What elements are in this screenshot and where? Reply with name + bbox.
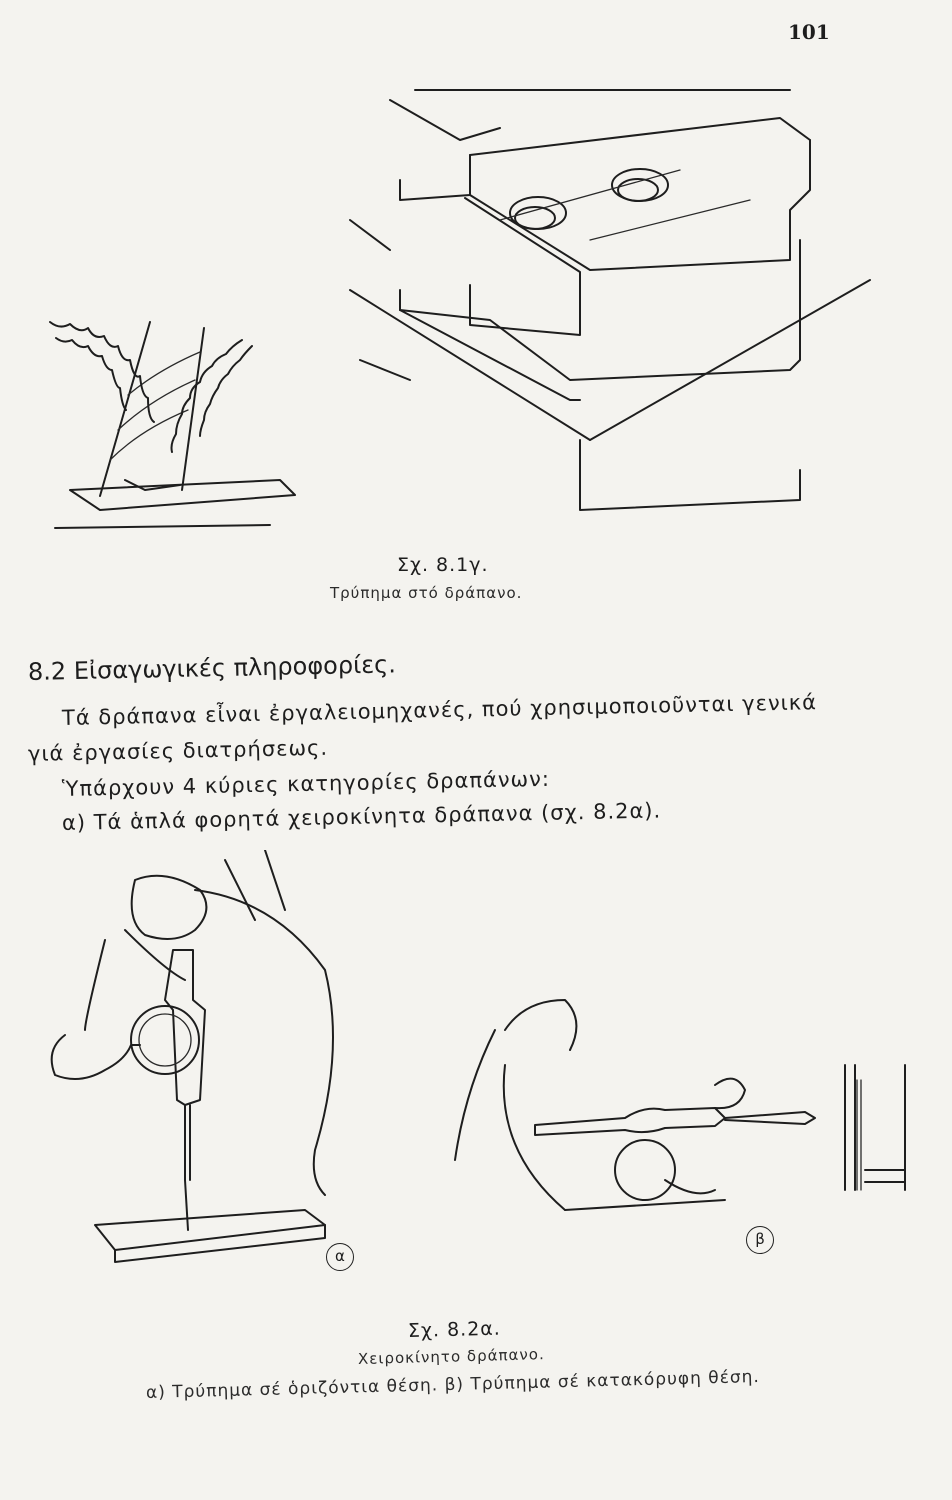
figure-2-caption-text: Χειροκίνητο δράπανο. bbox=[357, 1345, 545, 1368]
paragraph-line: Ὑπάρχουν 4 κύριες κατηγορίες δραπάνων: bbox=[61, 766, 551, 801]
figure-1-caption-text: Τρύπημα στό δράπανο. bbox=[330, 584, 523, 602]
figure-drill-vise-illustration bbox=[30, 60, 910, 530]
hand-drill-vertical-drawing bbox=[455, 1000, 905, 1210]
paragraph-line: α) Τά ἁπλά φορητά χειροκίνητα δράπανα (σχ. 8.2α). bbox=[61, 798, 662, 835]
paragraph-line: Τά δράπανα εἶναι ἐργαλειομηχανές, πού χρησιμοποιοῦνται γενικά bbox=[61, 690, 818, 730]
figure-1-caption-title: Σχ. 8.1γ. bbox=[397, 554, 489, 576]
hand-drill-horizontal-drawing bbox=[52, 850, 333, 1262]
figure-2-caption-detail: α) Τρύπημα σέ ὁριζόντια θέση. β) Τρύπημα σέ κατακόρυφη θέση. bbox=[145, 1366, 761, 1403]
vise-drawing bbox=[350, 90, 870, 510]
marker-a: α bbox=[326, 1243, 354, 1271]
figure-2-caption-title: Σχ. 8.2α. bbox=[407, 1317, 502, 1342]
figure-hand-drill-illustration bbox=[25, 850, 925, 1280]
section-heading: 8.2 Εἰσαγωγικές πληροφορίες. bbox=[27, 650, 397, 686]
paragraph-line: γιά ἐργασίες διατρήσεως. bbox=[27, 735, 329, 766]
drill-bit-drawing bbox=[50, 322, 295, 528]
marker-b: β bbox=[746, 1226, 774, 1254]
page-number: 101 bbox=[788, 20, 830, 44]
